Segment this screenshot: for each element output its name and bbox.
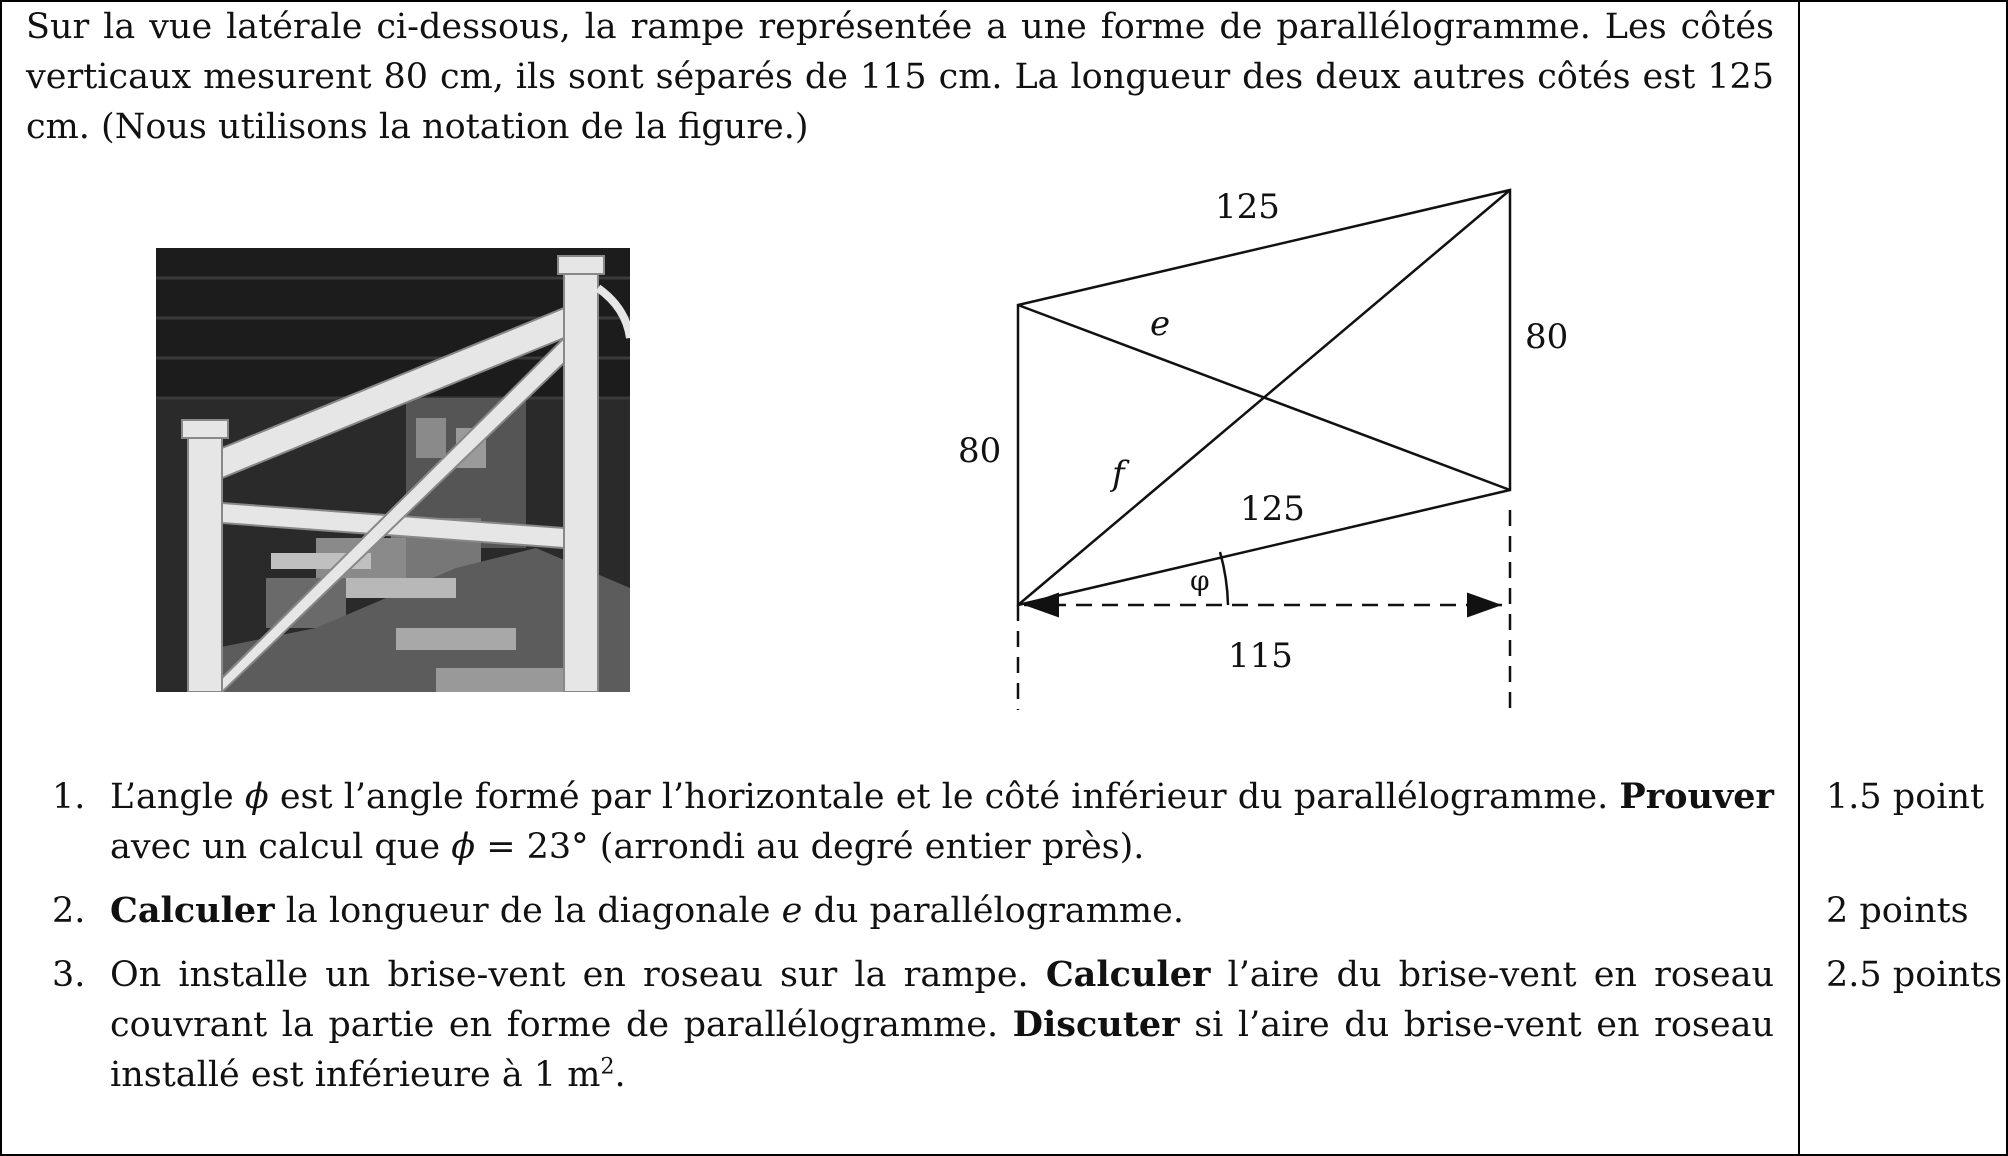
points-question-2: 2 points (1826, 891, 1969, 931)
diagonal-f (1018, 190, 1510, 605)
top-side-label: 125 (1215, 187, 1280, 227)
question-text: L’angle ϕ est l’angle formé par l’horizontale et le côté inférieur du parallélogramme. Prouver avec un calcul que ϕ = 23° (arrondi au degré entier près). (110, 776, 1774, 867)
left-side-label: 80 (958, 431, 1002, 471)
right-side-label: 80 (1525, 317, 1569, 357)
question-text: Calculer la longueur de la diagonale e du parallélogramme. (110, 890, 1184, 931)
points-column-divider (1798, 0, 1800, 1156)
width-label: 115 (1228, 636, 1293, 676)
angle-phi-label: φ (1190, 564, 1210, 597)
angle-phi-arc (1220, 552, 1228, 605)
diagonal-e-label: e (1150, 304, 1171, 344)
ramp-photo (156, 248, 630, 692)
points-question-1: 1.5 point (1826, 777, 1985, 817)
parallelogram-diagram (940, 170, 1600, 730)
question-number: 3. (52, 955, 86, 995)
intro-paragraph: Sur la vue latérale ci-dessous, la rampe représentée a une forme de parallélogramme. Les côtés verticaux mesurent 80 cm, ils sont séparés de 115 cm. La longueur des deux autres côtés est 125 cm. (Nous utilisons la notation de la figure.) (26, 7, 1774, 147)
points-question-3: 2.5 points (1826, 955, 2003, 995)
question-number: 2. (52, 891, 86, 931)
diagonal-f-label: f (1112, 454, 1125, 494)
question-number: 1. (52, 777, 86, 817)
question-text: On installe un brise-vent en roseau sur la rampe. Calculer l’aire du brise-vent en roseau couvrant la partie en forme de parallélogramme. Discuter si l’aire du brise-vent en roseau installé est inférieure à 1 $m^2$. (110, 954, 1774, 1095)
bottom-side-label: 125 (1240, 489, 1305, 529)
